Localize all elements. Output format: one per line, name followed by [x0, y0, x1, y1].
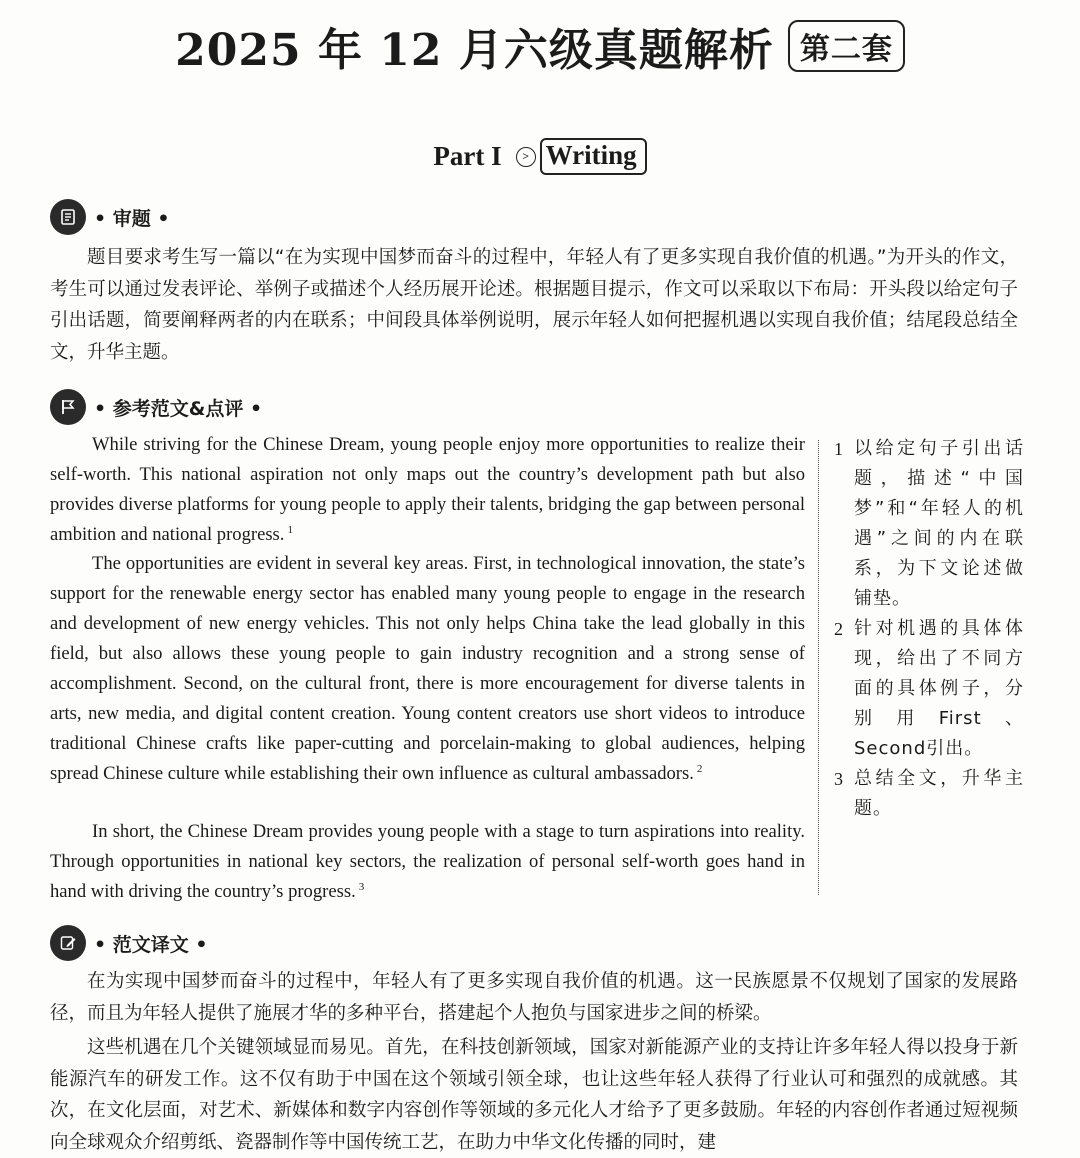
section-translation-title: • 范文译文 •	[94, 933, 208, 956]
title-text: 2025 年 12 月六级真题解析	[175, 25, 774, 76]
note-2-number: 2	[834, 619, 843, 639]
note-1-text: 以给定句子引出话题，描述“中国梦”和“年轻人的机遇”之间的内在联系，为下文论述做铺垫。	[854, 438, 1024, 609]
essay-paragraph-2-text: The opportunities are evident in several key areas. First, in technological innovation, the state’s support for the renewable energy sector has enabled many young people to engage in the research and development of new energy vehicles. This not only helps China take the lead globally in this field, but also allows these young people to gain industry recognition and a strong sense of accomplishment. Second, on the cultural front, there is more encouragement for diverse talents in arts, new media, and digital content creation. Young content creators use short videos to introduce traditional Chinese crafts like paper-cutting and porcelain-making to global audiences, helping spread Chinese culture while establishing their own influence as cultural ambassadors.	[50, 553, 805, 784]
section-translation-heading	[50, 925, 208, 961]
essay-paragraph-1-text: While striving for the Chinese Dream, young people enjoy more opportunities to realize their self-worth. This national aspiration not only maps out the country’s development path but also provides diverse platforms for young people to apply their talents, bridging the gap between personal ambition and national progress.	[50, 434, 805, 545]
note-ref-2: 2	[696, 762, 703, 775]
note-3	[834, 764, 1024, 824]
note-1	[834, 434, 1024, 614]
note-2-text: 针对机遇的具体体现，给出了不同方面的具体例子，分别用First、Second引出。	[854, 618, 1024, 759]
document-icon	[50, 199, 86, 235]
note-2	[834, 614, 1024, 764]
translation-paragraph-2: 这些机遇在几个关键领域显而易见。首先，在科技创新领域，国家对新能源产业的支持让许多年轻人得以投身于新能源汽车的研发工作。这不仅有助于中国在这个领域引领全球，也让这些年轻人获得了行业认可和强烈的成就感。其次，在文化层面，对艺术、新媒体和数字内容创作等领域的多元化人才给予了更多鼓励。年轻的内容创作者通过短视频向全球观众介绍剪纸、瓷器制作等中国传统工艺，在助力中华文化传播的同时，建	[50, 1037, 1018, 1153]
page-title	[0, 14, 1080, 78]
part-name: Writing	[540, 138, 647, 175]
notes-divider	[818, 440, 819, 895]
section-essay-heading	[50, 389, 262, 425]
essay-paragraph-3	[50, 817, 805, 907]
note-3-text: 总结全文，升华主题。	[854, 768, 1024, 819]
pen-icon	[50, 925, 86, 961]
section-essay-title: • 参考范文&点评 •	[94, 397, 263, 420]
note-3-number: 3	[834, 769, 843, 789]
section-review-heading	[50, 199, 170, 235]
note-1-number: 1	[834, 439, 843, 459]
essay-paragraph-3-text: In short, the Chinese Dream provides young people with a stage to turn aspirations into reality. Through opportunities in national key sectors, the realization of personal self-worth goes hand in hand with driving the country’s progress.	[50, 821, 805, 902]
circled-arrow-right-icon: >	[516, 147, 536, 167]
flag-icon	[50, 389, 86, 425]
part-heading	[0, 138, 1080, 175]
review-paragraph: 题目要求考生写一篇以“在为实现中国梦而奋斗的过程中，年轻人有了更多实现自我价值的机遇。”为开头的作文，考生可以通过发表评论、举例子或描述个人经历展开论述。根据题目提示，作文可以采取以下布局：开头段以给定句子引出话题，简要阐释两者的内在联系；中间段具体举例说明，展示年轻人如何把握机遇以实现自我价值；结尾段总结全文，升华主题。	[50, 247, 1018, 363]
note-ref-1: 1	[287, 523, 293, 536]
section-review-title: • 审题 •	[94, 207, 170, 230]
essay-paragraph-2	[50, 549, 805, 789]
set-label: 第二套	[788, 20, 905, 72]
note-ref-3: 3	[358, 880, 365, 893]
part-label: Part I	[433, 141, 502, 171]
notes-column	[834, 434, 1024, 824]
translation-paragraph-1: 在为实现中国梦而奋斗的过程中，年轻人有了更多实现自我价值的机遇。这一民族愿景不仅规划了国家的发展路径，而且为年轻人提供了施展才华的多种平台，搭建起个人抱负与国家进步之间的桥梁。	[50, 971, 1018, 1024]
essay-paragraph-1	[50, 430, 805, 550]
